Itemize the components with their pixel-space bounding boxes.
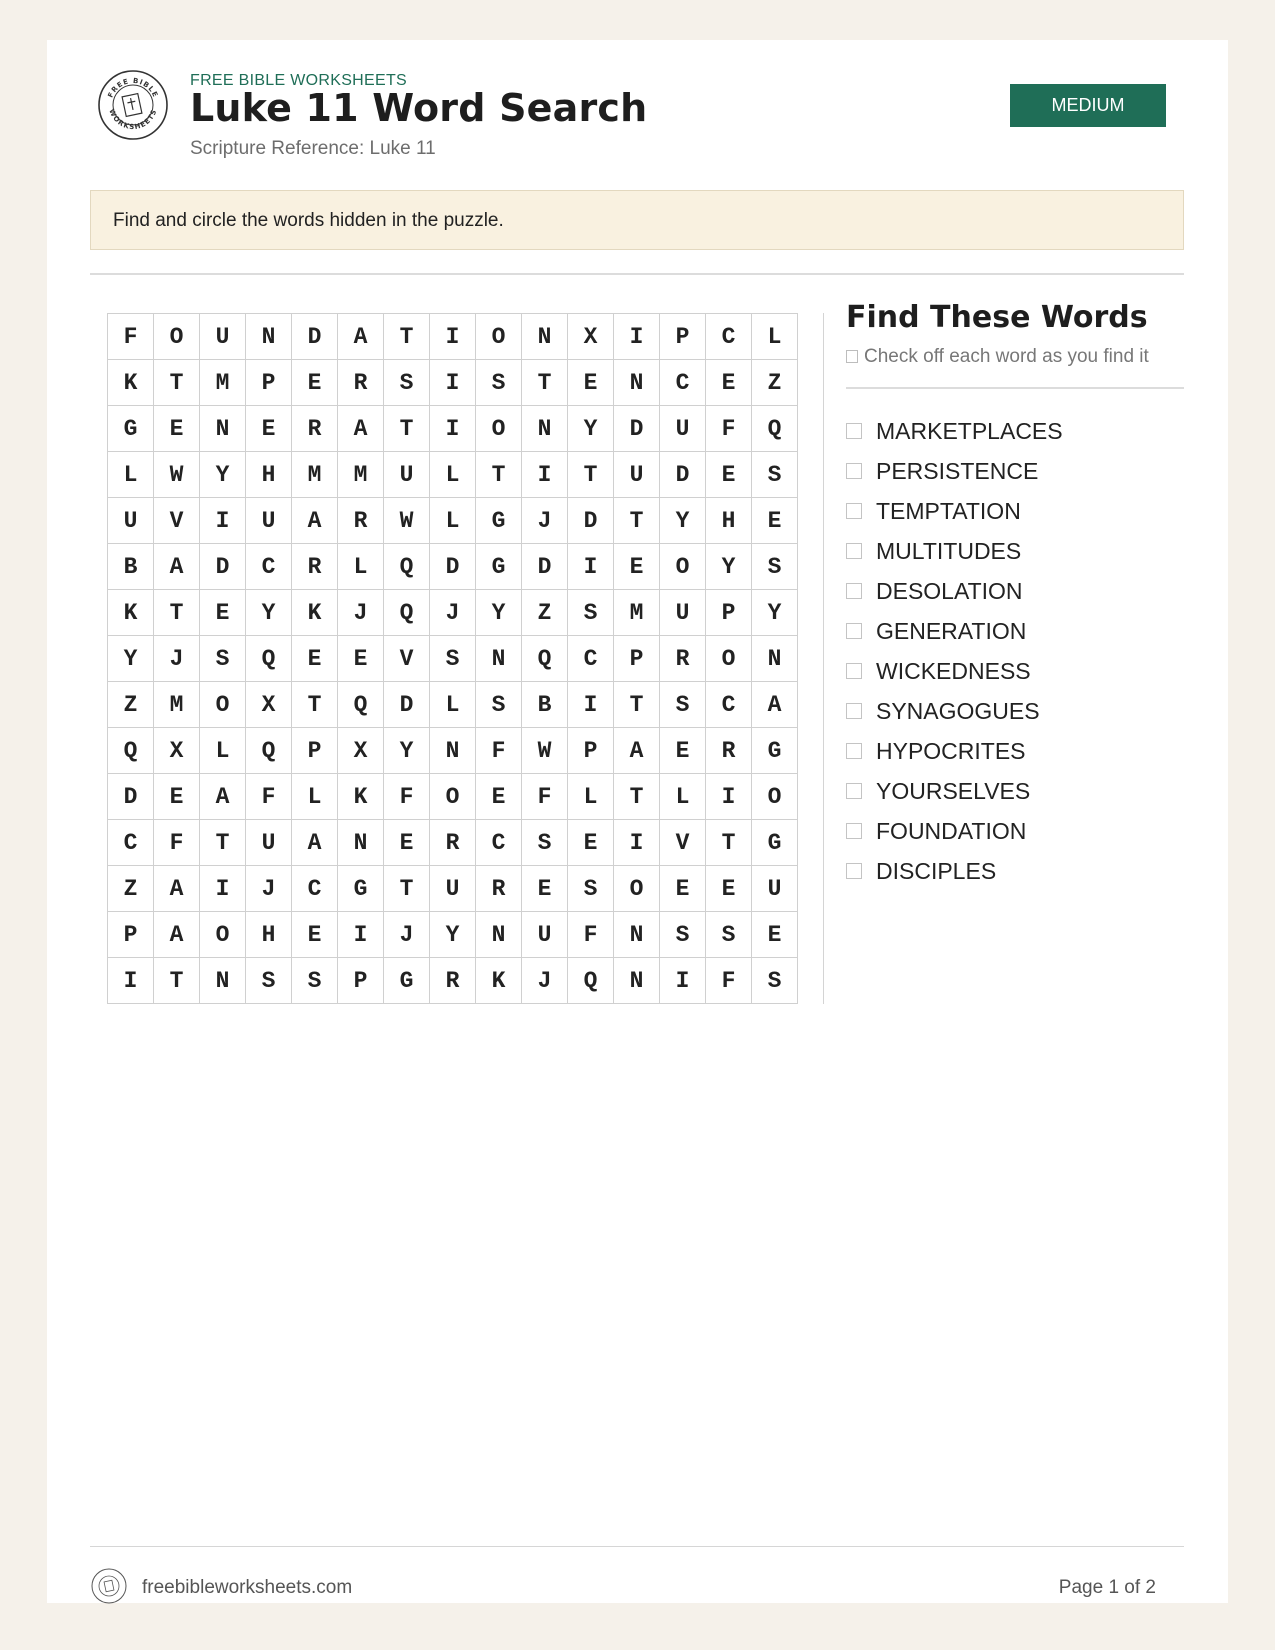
- grid-cell[interactable]: G: [752, 728, 798, 774]
- grid-cell[interactable]: R: [292, 544, 338, 590]
- grid-cell[interactable]: F: [706, 958, 752, 1004]
- grid-cell[interactable]: D: [614, 406, 660, 452]
- grid-cell[interactable]: I: [568, 682, 614, 728]
- checkbox-icon: [846, 350, 858, 363]
- word-item[interactable]: [846, 531, 1063, 571]
- grid-cell[interactable]: T: [154, 958, 200, 1004]
- grid-cell[interactable]: E: [338, 636, 384, 682]
- svg-text:FREE BIBLE: FREE BIBLE: [106, 76, 160, 99]
- grid-cell[interactable]: E: [568, 360, 614, 406]
- grid-cell[interactable]: Y: [706, 544, 752, 590]
- grid-cell[interactable]: A: [338, 314, 384, 360]
- grid-cell[interactable]: S: [660, 912, 706, 958]
- grid-cell[interactable]: Q: [338, 682, 384, 728]
- grid-row: [108, 958, 798, 1004]
- grid-cell[interactable]: I: [568, 544, 614, 590]
- grid-cell[interactable]: Y: [246, 590, 292, 636]
- word-label: SYNAGOGUES: [876, 697, 1040, 724]
- word-checkbox[interactable]: [846, 863, 862, 879]
- page-number: Page 1 of 2: [1058, 1577, 1156, 1598]
- grid-cell[interactable]: E: [200, 590, 246, 636]
- grid-cell[interactable]: I: [614, 820, 660, 866]
- grid-cell[interactable]: N: [200, 406, 246, 452]
- word-list-title: Find These Words: [846, 300, 1148, 335]
- grid-cell[interactable]: J: [154, 636, 200, 682]
- grid-cell[interactable]: I: [430, 360, 476, 406]
- grid-cell[interactable]: T: [568, 452, 614, 498]
- grid-cell[interactable]: K: [476, 958, 522, 1004]
- grid-row: [108, 452, 798, 498]
- grid-cell[interactable]: T: [476, 452, 522, 498]
- grid-cell[interactable]: J: [522, 958, 568, 1004]
- grid-cell[interactable]: F: [522, 774, 568, 820]
- grid-row: [108, 314, 798, 360]
- grid-cell[interactable]: A: [154, 912, 200, 958]
- grid-cell[interactable]: B: [522, 682, 568, 728]
- grid-cell[interactable]: K: [292, 590, 338, 636]
- worksheet-page: [47, 40, 1228, 1603]
- grid-cell[interactable]: I: [614, 314, 660, 360]
- grid-cell[interactable]: Y: [108, 636, 154, 682]
- grid-cell[interactable]: X: [154, 728, 200, 774]
- grid-cell[interactable]: U: [614, 452, 660, 498]
- grid-cell[interactable]: A: [154, 866, 200, 912]
- svg-text:WORKSHEETS: WORKSHEETS: [107, 107, 159, 132]
- grid-row: [108, 406, 798, 452]
- grid-cell[interactable]: S: [568, 866, 614, 912]
- grid-cell[interactable]: L: [108, 452, 154, 498]
- grid-row: [108, 912, 798, 958]
- grid-cell[interactable]: S: [476, 682, 522, 728]
- grid-cell[interactable]: D: [430, 544, 476, 590]
- grid-cell[interactable]: J: [430, 590, 476, 636]
- grid-cell[interactable]: O: [430, 774, 476, 820]
- word-label: YOURSELVES: [876, 777, 1031, 804]
- word-label: FOUNDATION: [876, 817, 1027, 844]
- grid-cell[interactable]: R: [430, 958, 476, 1004]
- grid-cell[interactable]: R: [292, 406, 338, 452]
- word-item[interactable]: [846, 411, 1063, 451]
- grid-cell[interactable]: I: [200, 498, 246, 544]
- grid-cell[interactable]: T: [614, 682, 660, 728]
- grid-cell[interactable]: U: [384, 452, 430, 498]
- word-item[interactable]: [846, 651, 1063, 691]
- grid-row: [108, 498, 798, 544]
- word-checkbox[interactable]: [846, 543, 862, 559]
- grid-cell[interactable]: U: [246, 820, 292, 866]
- grid-cell[interactable]: Y: [430, 912, 476, 958]
- grid-row: [108, 866, 798, 912]
- word-checkbox[interactable]: [846, 463, 862, 479]
- grid-cell[interactable]: R: [338, 498, 384, 544]
- grid-cell[interactable]: F: [384, 774, 430, 820]
- grid-cell[interactable]: E: [246, 406, 292, 452]
- word-item[interactable]: [846, 691, 1063, 731]
- grid-cell[interactable]: H: [246, 912, 292, 958]
- grid-cell[interactable]: E: [614, 544, 660, 590]
- footer-divider: [90, 1546, 1184, 1547]
- grid-row: [108, 774, 798, 820]
- grid-cell[interactable]: Q: [752, 406, 798, 452]
- grid-cell[interactable]: U: [660, 406, 706, 452]
- grid-cell[interactable]: U: [430, 866, 476, 912]
- grid-cell[interactable]: L: [430, 682, 476, 728]
- word-checkbox[interactable]: [846, 703, 862, 719]
- grid-cell[interactable]: N: [200, 958, 246, 1004]
- grid-cell[interactable]: V: [384, 636, 430, 682]
- grid-cell[interactable]: O: [200, 912, 246, 958]
- word-label: WICKEDNESS: [876, 657, 1031, 684]
- grid-cell[interactable]: A: [338, 406, 384, 452]
- grid-cell[interactable]: Y: [200, 452, 246, 498]
- grid-cell[interactable]: L: [430, 498, 476, 544]
- bible-seal-logo-icon: [97, 69, 169, 141]
- word-label: GENERATION: [876, 617, 1027, 644]
- grid-cell[interactable]: T: [200, 820, 246, 866]
- grid-cell[interactable]: T: [522, 360, 568, 406]
- grid-cell[interactable]: E: [752, 912, 798, 958]
- grid-cell[interactable]: A: [154, 544, 200, 590]
- grid-cell[interactable]: U: [752, 866, 798, 912]
- word-label: DESOLATION: [876, 577, 1023, 604]
- word-label: MULTITUDES: [876, 537, 1022, 564]
- word-checkbox[interactable]: [846, 783, 862, 799]
- grid-cell[interactable]: L: [292, 774, 338, 820]
- footer-logo-icon: [91, 1568, 127, 1604]
- footer-url: freebibleworksheets.com: [142, 1577, 353, 1598]
- word-item[interactable]: [846, 451, 1063, 491]
- grid-cell[interactable]: E: [154, 774, 200, 820]
- word-checkbox[interactable]: [846, 423, 862, 439]
- grid-cell[interactable]: N: [522, 406, 568, 452]
- grid-cell[interactable]: U: [200, 314, 246, 360]
- grid-cell[interactable]: W: [154, 452, 200, 498]
- grid-cell[interactable]: G: [752, 820, 798, 866]
- word-label: MARKETPLACES: [876, 417, 1063, 444]
- word-checkbox[interactable]: [846, 503, 862, 519]
- grid-cell[interactable]: F: [246, 774, 292, 820]
- word-item[interactable]: [846, 811, 1063, 851]
- grid-cell[interactable]: N: [476, 636, 522, 682]
- grid-cell[interactable]: U: [522, 912, 568, 958]
- word-list-divider: [846, 387, 1184, 389]
- grid-cell[interactable]: O: [614, 866, 660, 912]
- grid-cell[interactable]: D: [108, 774, 154, 820]
- scripture-reference: Scripture Reference: Luke 11: [190, 138, 436, 159]
- grid-cell[interactable]: U: [246, 498, 292, 544]
- grid-row: [108, 544, 798, 590]
- grid-cell[interactable]: N: [476, 912, 522, 958]
- brand-label: FREE BIBLE WORKSHEETS: [190, 72, 408, 89]
- grid-cell[interactable]: E: [660, 728, 706, 774]
- grid-cell[interactable]: C: [706, 314, 752, 360]
- grid-cell[interactable]: Y: [568, 406, 614, 452]
- grid-cell[interactable]: L: [752, 314, 798, 360]
- grid-cell[interactable]: Q: [108, 728, 154, 774]
- grid-cell[interactable]: N: [522, 314, 568, 360]
- grid-cell[interactable]: M: [614, 590, 660, 636]
- grid-cell[interactable]: W: [384, 498, 430, 544]
- grid-cell[interactable]: E: [706, 866, 752, 912]
- grid-cell[interactable]: F: [706, 406, 752, 452]
- grid-cell[interactable]: N: [430, 728, 476, 774]
- grid-cell[interactable]: X: [246, 682, 292, 728]
- grid-cell[interactable]: F: [108, 314, 154, 360]
- grid-cell[interactable]: L: [200, 728, 246, 774]
- grid-cell[interactable]: O: [476, 314, 522, 360]
- grid-cell[interactable]: M: [292, 452, 338, 498]
- grid-cell[interactable]: E: [476, 774, 522, 820]
- grid-cell[interactable]: I: [430, 406, 476, 452]
- word-item[interactable]: [846, 851, 1063, 891]
- grid-cell[interactable]: P: [292, 728, 338, 774]
- grid-row: [108, 636, 798, 682]
- grid-cell[interactable]: G: [476, 498, 522, 544]
- grid-cell[interactable]: J: [522, 498, 568, 544]
- grid-cell[interactable]: G: [338, 866, 384, 912]
- grid-cell[interactable]: N: [752, 636, 798, 682]
- grid-cell[interactable]: C: [476, 820, 522, 866]
- grid-cell[interactable]: Z: [752, 360, 798, 406]
- grid-cell[interactable]: T: [614, 498, 660, 544]
- grid-cell[interactable]: K: [338, 774, 384, 820]
- grid-cell[interactable]: F: [568, 912, 614, 958]
- grid-cell[interactable]: S: [384, 360, 430, 406]
- grid-cell[interactable]: I: [660, 958, 706, 1004]
- grid-cell[interactable]: H: [246, 452, 292, 498]
- grid-cell[interactable]: T: [292, 682, 338, 728]
- word-item[interactable]: [846, 731, 1063, 771]
- grid-cell[interactable]: S: [660, 682, 706, 728]
- grid-cell[interactable]: Q: [246, 636, 292, 682]
- grid-cell[interactable]: X: [568, 314, 614, 360]
- column-divider: [823, 313, 824, 1004]
- grid-cell[interactable]: S: [568, 590, 614, 636]
- grid-cell[interactable]: G: [476, 544, 522, 590]
- grid-cell[interactable]: A: [614, 728, 660, 774]
- header-divider: [90, 273, 1184, 275]
- grid-row: [108, 820, 798, 866]
- grid-cell[interactable]: C: [108, 820, 154, 866]
- grid-cell[interactable]: S: [476, 360, 522, 406]
- grid-cell[interactable]: T: [614, 774, 660, 820]
- grid-cell[interactable]: C: [292, 866, 338, 912]
- grid-cell[interactable]: D: [568, 498, 614, 544]
- grid-cell[interactable]: P: [108, 912, 154, 958]
- grid-cell[interactable]: M: [154, 682, 200, 728]
- grid-cell[interactable]: E: [752, 498, 798, 544]
- grid-cell[interactable]: V: [660, 820, 706, 866]
- grid-cell[interactable]: S: [752, 452, 798, 498]
- grid-cell[interactable]: M: [200, 360, 246, 406]
- grid-cell[interactable]: P: [568, 728, 614, 774]
- grid-cell[interactable]: L: [338, 544, 384, 590]
- grid-cell[interactable]: K: [108, 590, 154, 636]
- grid-cell[interactable]: Q: [384, 590, 430, 636]
- grid-cell[interactable]: R: [476, 866, 522, 912]
- grid-cell[interactable]: A: [292, 820, 338, 866]
- grid-cell[interactable]: I: [108, 958, 154, 1004]
- grid-cell[interactable]: Y: [476, 590, 522, 636]
- grid-cell[interactable]: N: [338, 820, 384, 866]
- grid-cell[interactable]: O: [706, 636, 752, 682]
- grid-cell[interactable]: P: [246, 360, 292, 406]
- grid-cell[interactable]: T: [384, 866, 430, 912]
- grid-cell[interactable]: A: [752, 682, 798, 728]
- grid-cell[interactable]: E: [660, 866, 706, 912]
- grid-cell[interactable]: B: [108, 544, 154, 590]
- grid-cell[interactable]: Z: [108, 866, 154, 912]
- grid-cell[interactable]: T: [706, 820, 752, 866]
- grid-cell[interactable]: A: [200, 774, 246, 820]
- grid-cell[interactable]: E: [292, 636, 338, 682]
- grid-cell[interactable]: F: [476, 728, 522, 774]
- grid-cell[interactable]: Y: [384, 728, 430, 774]
- grid-cell[interactable]: S: [292, 958, 338, 1004]
- word-checkbox[interactable]: [846, 623, 862, 639]
- grid-cell[interactable]: I: [706, 774, 752, 820]
- grid-cell[interactable]: N: [246, 314, 292, 360]
- grid-cell[interactable]: E: [154, 406, 200, 452]
- grid-cell[interactable]: I: [200, 866, 246, 912]
- grid-cell[interactable]: L: [568, 774, 614, 820]
- grid-cell[interactable]: R: [706, 728, 752, 774]
- grid-cell[interactable]: J: [384, 912, 430, 958]
- grid-cell[interactable]: N: [614, 912, 660, 958]
- grid-cell[interactable]: L: [430, 452, 476, 498]
- grid-row: [108, 360, 798, 406]
- grid-cell[interactable]: E: [706, 360, 752, 406]
- grid-cell[interactable]: S: [522, 820, 568, 866]
- grid-cell[interactable]: S: [752, 544, 798, 590]
- grid-cell[interactable]: H: [706, 498, 752, 544]
- grid-cell[interactable]: U: [660, 590, 706, 636]
- grid-cell[interactable]: E: [706, 452, 752, 498]
- grid-cell[interactable]: A: [292, 498, 338, 544]
- grid-cell[interactable]: T: [154, 360, 200, 406]
- grid-cell[interactable]: G: [108, 406, 154, 452]
- grid-cell[interactable]: S: [706, 912, 752, 958]
- grid-cell[interactable]: Q: [384, 544, 430, 590]
- grid-cell[interactable]: M: [338, 452, 384, 498]
- word-item[interactable]: [846, 571, 1063, 611]
- grid-cell[interactable]: S: [246, 958, 292, 1004]
- grid-cell[interactable]: Q: [246, 728, 292, 774]
- grid-cell[interactable]: E: [292, 360, 338, 406]
- grid-cell[interactable]: C: [568, 636, 614, 682]
- grid-cell[interactable]: P: [614, 636, 660, 682]
- grid-cell[interactable]: Q: [568, 958, 614, 1004]
- grid-cell[interactable]: D: [660, 452, 706, 498]
- grid-cell[interactable]: O: [476, 406, 522, 452]
- grid-cell[interactable]: L: [660, 774, 706, 820]
- grid-cell[interactable]: C: [706, 682, 752, 728]
- grid-cell[interactable]: D: [292, 314, 338, 360]
- word-label: PERSISTENCE: [876, 457, 1039, 484]
- grid-cell[interactable]: C: [246, 544, 292, 590]
- grid-cell[interactable]: P: [338, 958, 384, 1004]
- grid-cell[interactable]: S: [752, 958, 798, 1004]
- word-list-hint-text: Check off each word as you find it: [864, 346, 1149, 367]
- grid-cell[interactable]: Y: [660, 498, 706, 544]
- grid-cell[interactable]: E: [384, 820, 430, 866]
- grid-cell[interactable]: I: [522, 452, 568, 498]
- grid-cell[interactable]: C: [660, 360, 706, 406]
- page-title: Luke 11 Word Search: [190, 86, 648, 130]
- grid-cell[interactable]: R: [660, 636, 706, 682]
- word-list: [846, 411, 1063, 891]
- grid-cell[interactable]: Z: [108, 682, 154, 728]
- grid-cell[interactable]: G: [384, 958, 430, 1004]
- grid-cell[interactable]: S: [430, 636, 476, 682]
- grid-cell[interactable]: O: [752, 774, 798, 820]
- grid-cell[interactable]: T: [384, 406, 430, 452]
- word-item[interactable]: [846, 491, 1063, 531]
- grid-cell[interactable]: D: [384, 682, 430, 728]
- grid-cell[interactable]: Z: [522, 590, 568, 636]
- grid-cell[interactable]: E: [568, 820, 614, 866]
- grid-cell[interactable]: V: [154, 498, 200, 544]
- grid-cell[interactable]: T: [384, 314, 430, 360]
- grid-cell[interactable]: X: [338, 728, 384, 774]
- grid-cell[interactable]: P: [660, 314, 706, 360]
- grid-cell[interactable]: T: [154, 590, 200, 636]
- grid-cell[interactable]: N: [614, 360, 660, 406]
- difficulty-badge: MEDIUM: [1010, 84, 1166, 127]
- word-checkbox[interactable]: [846, 743, 862, 759]
- grid-cell[interactable]: O: [200, 682, 246, 728]
- word-list-hint: [846, 346, 1149, 368]
- grid-cell[interactable]: D: [522, 544, 568, 590]
- grid-row: [108, 590, 798, 636]
- grid-cell[interactable]: K: [108, 360, 154, 406]
- grid-cell[interactable]: U: [108, 498, 154, 544]
- word-checkbox[interactable]: [846, 663, 862, 679]
- grid-cell[interactable]: I: [338, 912, 384, 958]
- grid-cell[interactable]: J: [246, 866, 292, 912]
- word-checkbox[interactable]: [846, 583, 862, 599]
- grid-cell[interactable]: I: [430, 314, 476, 360]
- word-label: TEMPTATION: [876, 497, 1021, 524]
- grid-cell[interactable]: P: [706, 590, 752, 636]
- grid-cell[interactable]: R: [338, 360, 384, 406]
- word-label: DISCIPLES: [876, 857, 997, 884]
- grid-cell[interactable]: E: [292, 912, 338, 958]
- grid-cell[interactable]: J: [338, 590, 384, 636]
- grid-row: [108, 728, 798, 774]
- grid-cell[interactable]: N: [614, 958, 660, 1004]
- word-item[interactable]: [846, 771, 1063, 811]
- grid-cell[interactable]: E: [522, 866, 568, 912]
- grid-row: [108, 682, 798, 728]
- word-search-grid[interactable]: [107, 313, 798, 1004]
- grid-cell[interactable]: O: [660, 544, 706, 590]
- grid-cell[interactable]: Q: [522, 636, 568, 682]
- grid-cell[interactable]: S: [200, 636, 246, 682]
- word-item[interactable]: [846, 611, 1063, 651]
- grid-cell[interactable]: F: [154, 820, 200, 866]
- grid-cell[interactable]: W: [522, 728, 568, 774]
- grid-cell[interactable]: Y: [752, 590, 798, 636]
- grid-cell[interactable]: R: [430, 820, 476, 866]
- grid-cell[interactable]: D: [200, 544, 246, 590]
- instructions-box: Find and circle the words hidden in the puzzle.: [90, 190, 1184, 250]
- word-label: HYPOCRITES: [876, 737, 1026, 764]
- word-checkbox[interactable]: [846, 823, 862, 839]
- grid-cell[interactable]: O: [154, 314, 200, 360]
